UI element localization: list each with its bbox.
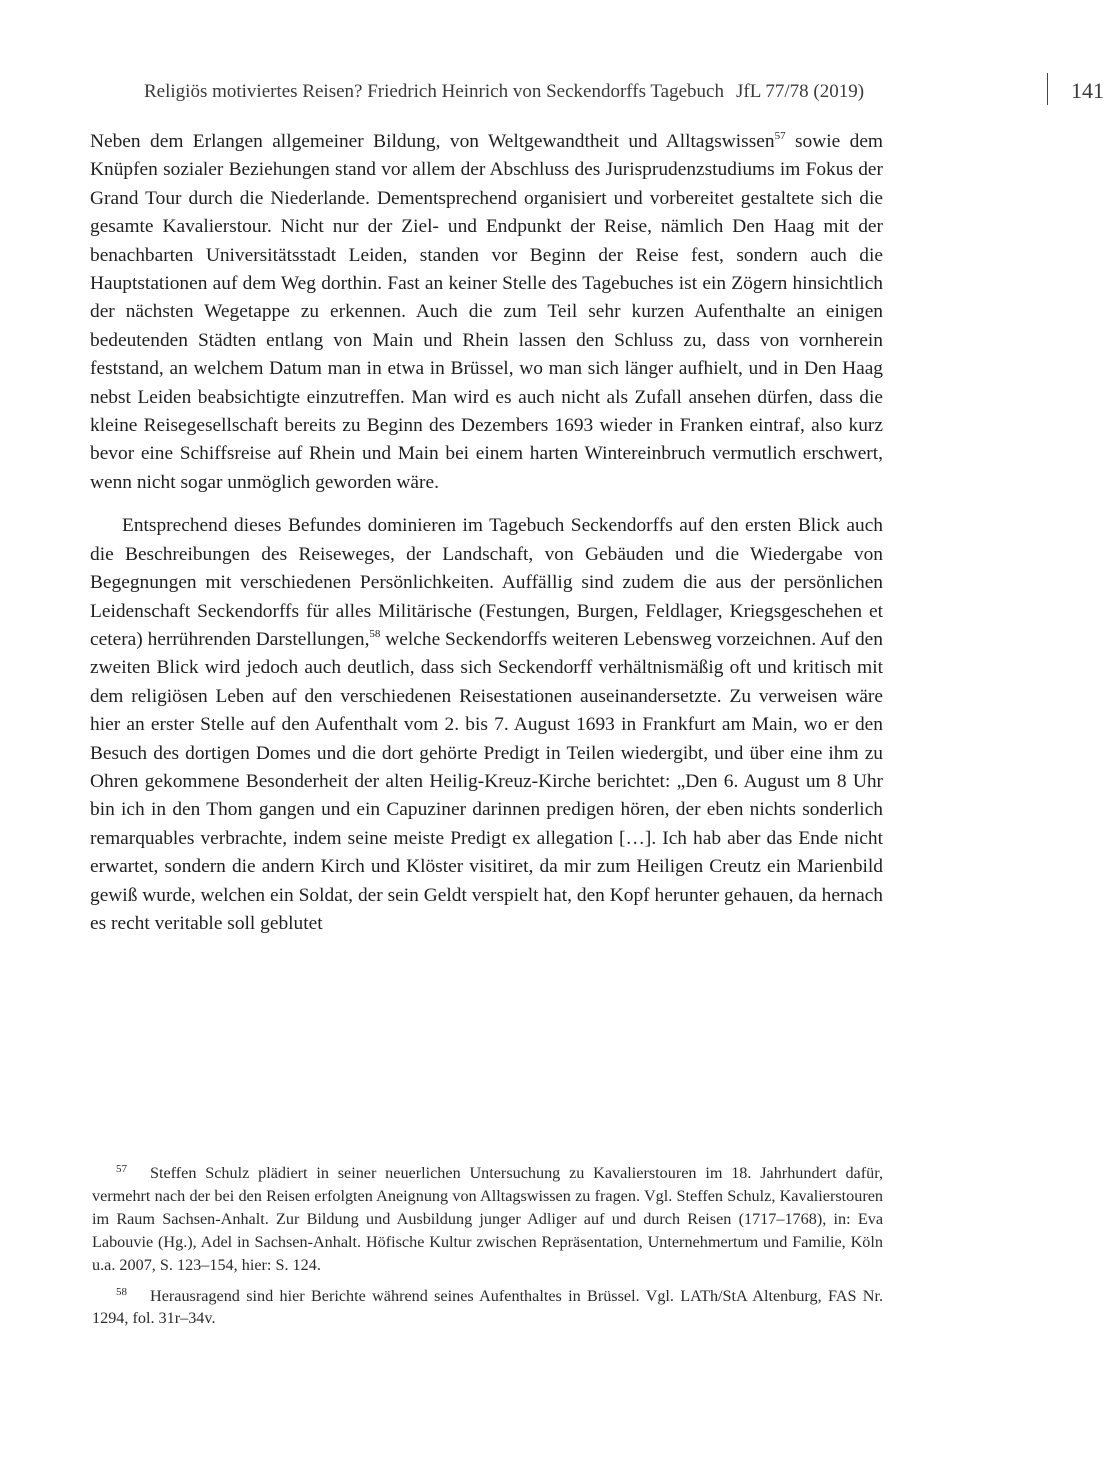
paragraph-1-text-b: sowie dem Knüpfen sozialer Beziehungen stand vor allem der Abschluss des Jurisprudenzstudiums im Fokus der Grand Tour durch die Niederlande. Dementsprechend organisiert und vorbereitet gestaltete sich die gesamte Kavalierstour. Nicht nur der Ziel- und Endpunkt der Reise, nämlich Den Haag mit der benachbarten Universitätsstadt Leiden, standen vor Beginn der Reise fest, sondern auch die Hauptstationen auf dem Weg dorthin. Fast an keiner Stelle des Tagebuches ist ein Zögern hinsichtlich der nächsten Wegetappe zu erkennen. Auch die zum Teil sehr kurzen Aufenthalte an einigen bedeutenden Städten entlang von Main und Rhein lassen den Schluss zu, dass von vornherein feststand, an welchem Datum man in etwa in Brüssel, wo man sich länger aufhielt, und in Den Haag nebst Leiden beabsichtigte einzutreffen. Man wird es auch nicht als Zufall ansehen dürfen, dass die kleine Reisegesellschaft bereits zu Beginn des Dezembers 1693 wieder in Franken eintraf, also kurz bevor eine Schiffsreise auf Rhein und Main bei einem harten Wintereinbruch vermutlich erschwert, wenn nicht sogar unmöglich geworden wäre. [90, 131, 884, 493]
paragraph-2-text-b: welche Seckendorffs weiteren Lebensweg vorzeichnen. Auf den zweiten Blick wird jedoch auch deutlich, dass sich Seckendorff verhältnismäßig oft und kritisch mit dem religiösen Leben auf den verschiedenen Reisestationen auseinandersetzte. Zu verweisen wäre hier an erster Stelle auf den Aufenthalt vom 2. bis 7. August 1693 in Frankfurt am Main, wo er den Besuch des dortigen Domes und die dort gehörte Predigt in Teilen wiedergibt, und über eine ihm zu Ohren gekommene Besonderheit der alten Heilig-Kreuz-Kirche berichtet: „Den 6. August um 8 Uhr bin ich in den Thom gangen und ein Capuziner darinnen predigen hören, der eben nichts sonderlich remarquables verbrachte, indem seine meiste Predigt ex allegation […]. Ich hab aber das Ende nicht erwartet, sondern die andern Kirch und Klöster visitiret, da mir zum Heiligen Creutz ein Marienbild gewiß wurde, welchen ein Soldat, der sein Geldt verspielt hat, den Kopf herunter gehauen, da hernach es recht veritable soll geblutet [90, 628, 883, 934]
footnotes [92, 1162, 883, 1330]
header-divider [1047, 73, 1048, 105]
footnote-text: Steffen Schulz plädiert in seiner neuerlichen Untersuchung zu Kavalierstouren im 18. Jahrhundert dafür, vermehrt nach der bei den Reisen erfolgten Aneignung von Alltagswissen zu fragen. Vgl. Steffen Schulz, Kavalierstouren im Raum Sachsen-Anhalt. Zur Bildung und Ausbildung junger Adliger auf und durch Reisen (1717–1768), in: Eva Labouvie (Hg.), Adel in Sachsen-Anhalt. Höfische Kultur zwischen Repräsentation, Unternehmertum und Familie, Köln u.a. 2007, S. 123–154, hier: S. 124. [92, 1164, 883, 1274]
running-header [144, 78, 1104, 109]
footnote-57: 57 Steffen Schulz plädiert in seiner neuerlichen Untersuchung zu Kavalierstouren im 18. Jahrhundert dafür, vermehrt nach der bei den Reisen erfolgten Aneignung von Alltagswissen zu fragen. Vgl. Steffen Schulz, Kavalierstouren im Raum Sachsen-Anhalt. Zur Bildung und Ausbildung junger Adliger auf und durch Reisen (1717–1768), in: Eva Labouvie (Hg.), Adel in Sachsen-Anhalt. Höfische Kultur zwischen Repräsentation, Unternehmertum und Familie, Köln u.a. 2007, S. 123–154, hier: S. 124. [92, 1163, 883, 1274]
footnote-ref-57: 57 [774, 130, 786, 142]
footnote-58: 58 Herausragend sind hier Berichte während seines Aufenthaltes in Brüssel. Vgl. LATh/StA Altenburg, FAS Nr. 1294, fol. 31r–34v. [92, 1285, 883, 1328]
paragraph-2 [90, 512, 883, 938]
paragraph-1-text-a: Neben dem Erlangen allgemeiner Bildung, von Weltgewandtheit und Alltagswissen [90, 131, 775, 152]
paragraph-1 [90, 128, 883, 497]
journal-reference: JfL 77/78 (2019) [736, 81, 865, 102]
running-title: Religiös motiviertes Reisen? Friedrich Heinrich von Seckendorffs Tagebuch [144, 81, 724, 102]
page-number: 141 [1071, 78, 1104, 103]
main-text [90, 128, 883, 938]
paragraph-2-text-a: Entsprechend dieses Befundes dominieren im Tagebuch Seckendorffs auf den ersten Blick auch die Beschreibungen des Reiseweges, der Landschaft, von Gebäuden und die Wiedergabe von Begegnungen mit verschiedenen Persönlichkeiten. Auffällig sind zudem die aus der persönlichen Leidenschaft Seckendorffs für alles Militärische (Festungen, Burgen, Feldlager, Kriegsgeschehen et cetera) herrührenden Darstellungen, [90, 515, 883, 650]
footnote-text: Herausragend sind hier Berichte während seines Aufenthaltes in Brüssel. Vgl. LATh/StA Altenburg, FAS Nr. 1294, fol. 31r–34v. [92, 1286, 883, 1328]
footnote-ref-58: 58 [369, 627, 381, 640]
